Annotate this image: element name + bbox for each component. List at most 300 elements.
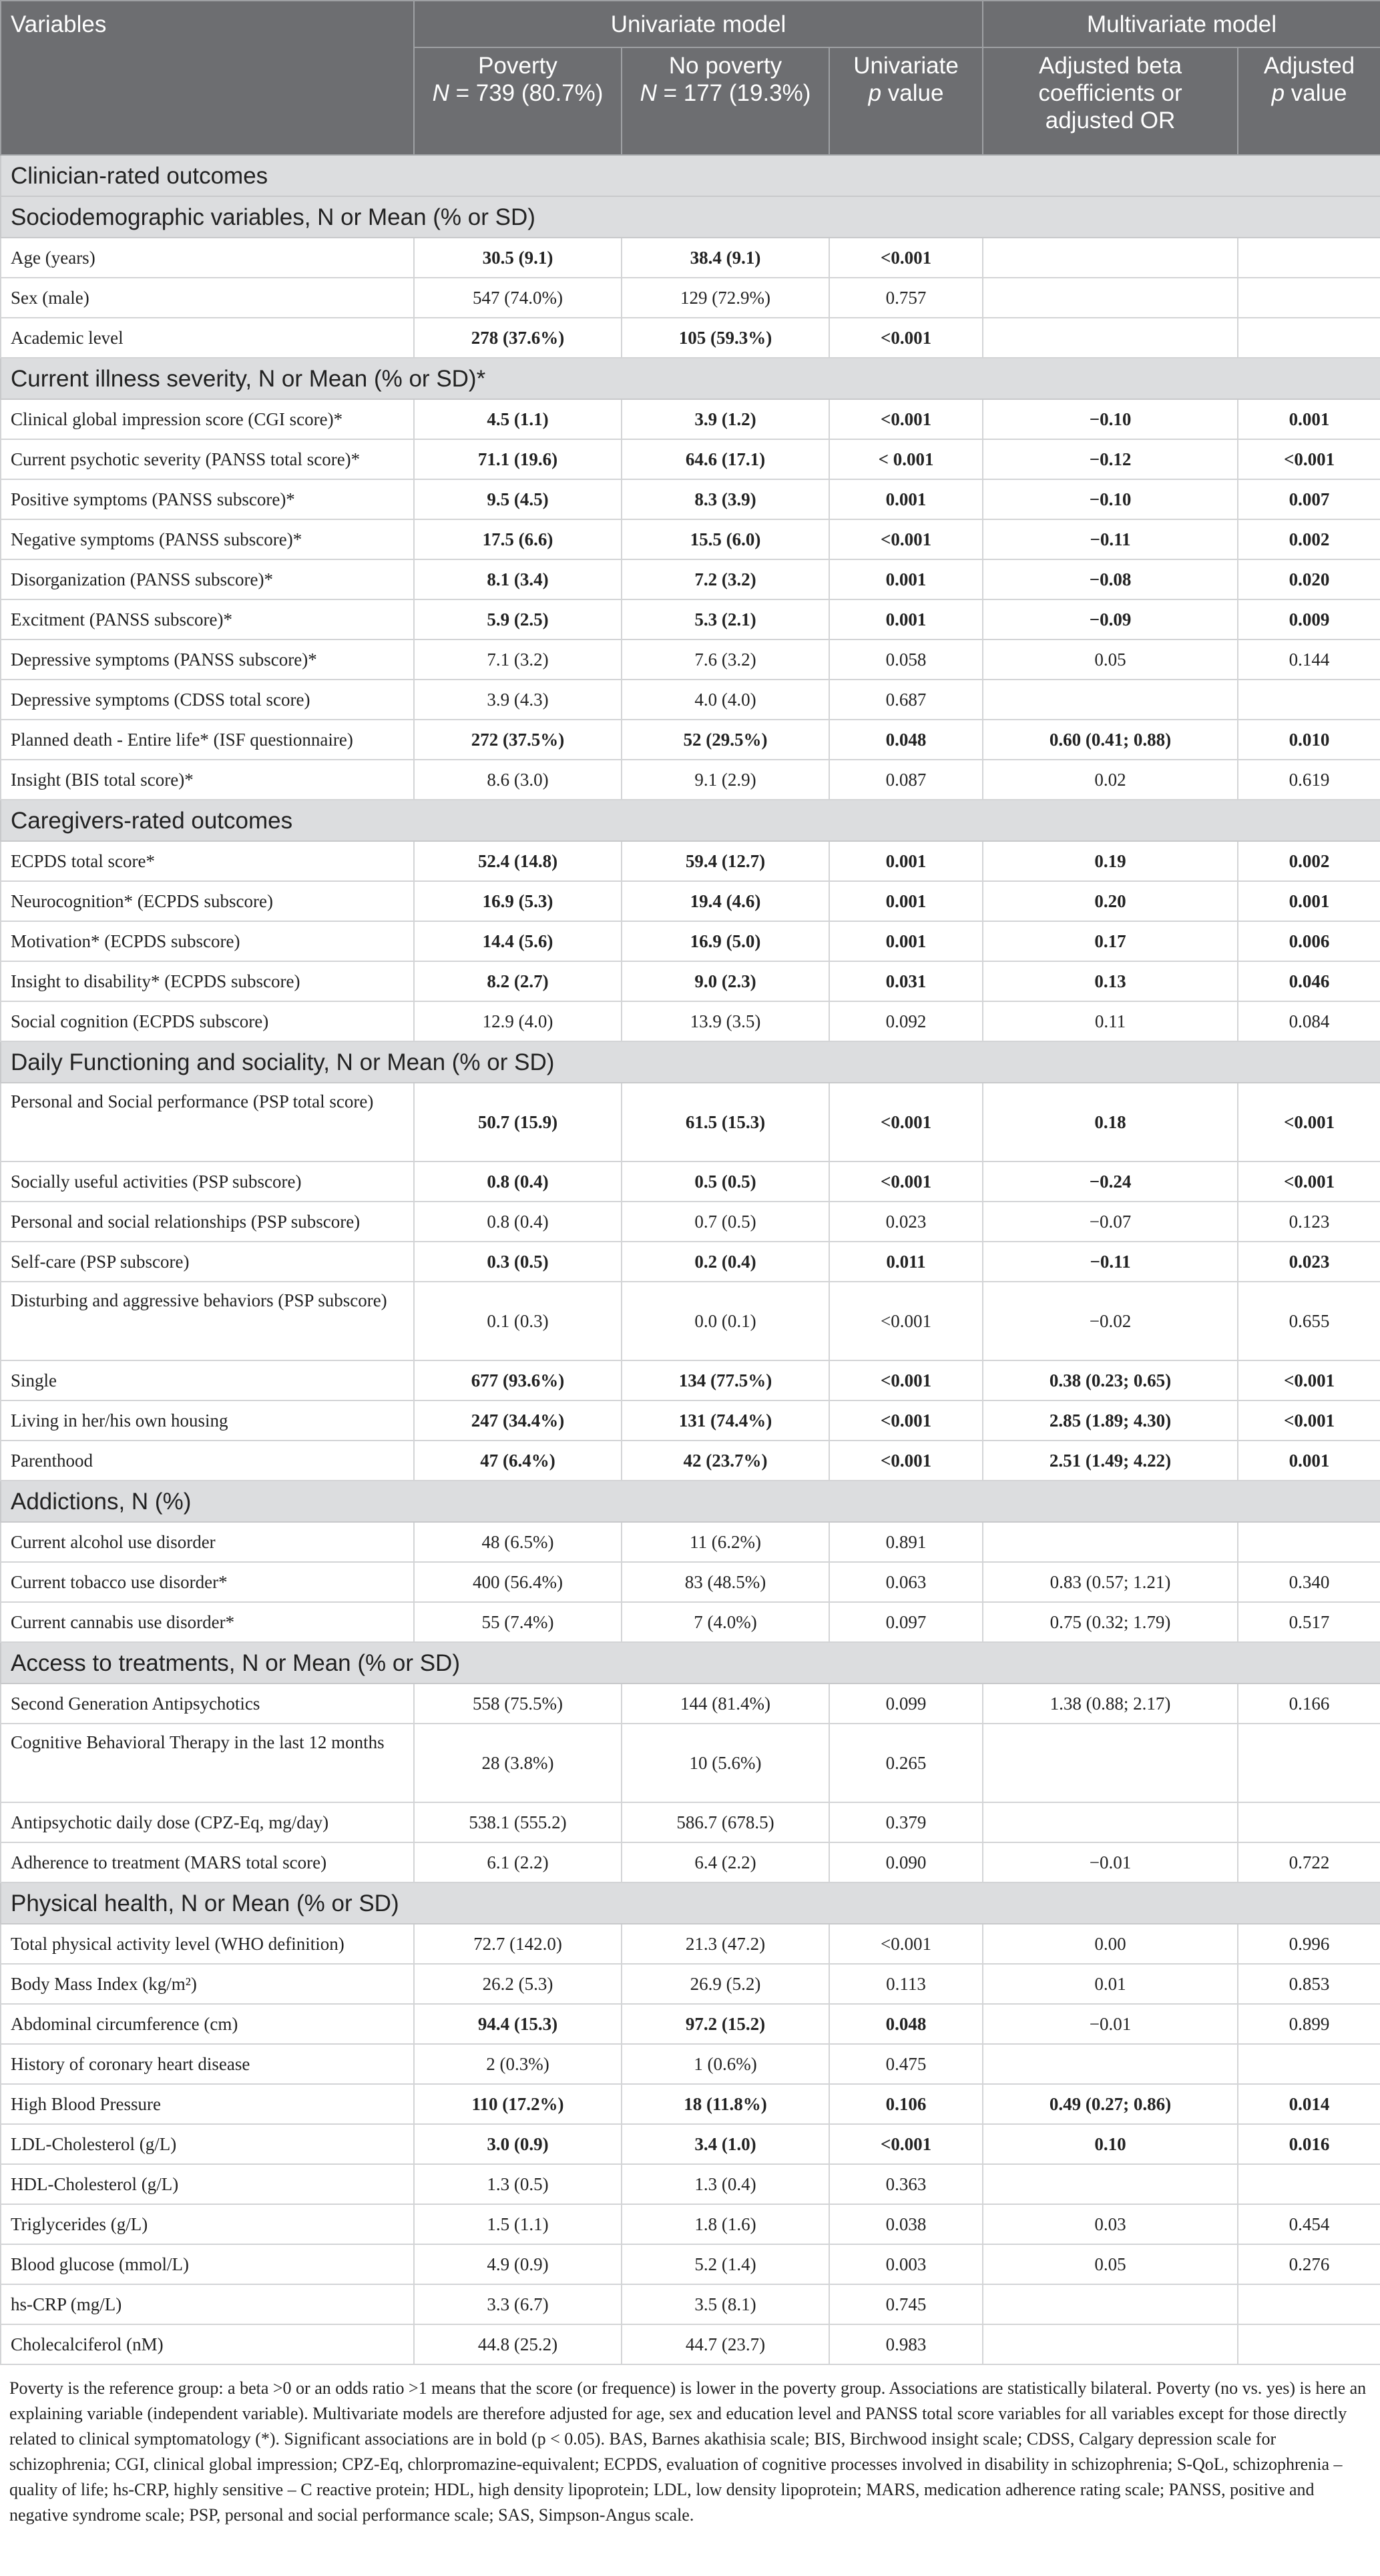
cell-adjusted-beta: 0.60 (0.41; 0.88): [983, 720, 1238, 760]
cell-adjusted-p: 0.002: [1238, 841, 1380, 881]
cell-poverty: 71.1 (19.6): [414, 439, 622, 479]
cell-poverty: 4.5 (1.1): [414, 399, 622, 439]
header-adjusted-p-value: value: [1285, 80, 1347, 106]
cell-variable: Personal and social relationships (PSP subscore): [1, 1202, 414, 1242]
cell-no-poverty: 18 (11.8%): [622, 2084, 829, 2124]
cell-adjusted-p: 0.014: [1238, 2084, 1380, 2124]
cell-variable: Self-care (PSP subscore): [1, 1242, 414, 1282]
table-row: [1, 1083, 1380, 1162]
table-row: [1, 1562, 1380, 1602]
cell-adjusted-p: [1238, 1522, 1380, 1562]
header-univariate-model: Univariate model: [414, 1, 983, 47]
cell-variable: Socially useful activities (PSP subscore): [1, 1162, 414, 1202]
cell-adjusted-p: 0.123: [1238, 1202, 1380, 1242]
cell-no-poverty: 7.6 (3.2): [622, 639, 829, 680]
cell-adjusted-p: 0.046: [1238, 961, 1380, 1001]
cell-no-poverty: 9.1 (2.9): [622, 760, 829, 800]
section-title: Clinician-rated outcomes: [1, 155, 1380, 196]
table-row: [1, 1202, 1380, 1242]
cell-variable: Disorganization (PANSS subscore)*: [1, 559, 414, 599]
table-row: [1, 2164, 1380, 2204]
cell-no-poverty: 5.2 (1.4): [622, 2244, 829, 2284]
cell-adjusted-p: 0.454: [1238, 2204, 1380, 2244]
cell-variable: Total physical activity level (WHO definition): [1, 1924, 414, 1964]
cell-variable: Insight to disability* (ECPDS subscore): [1, 961, 414, 1001]
header-multivariate-model: Multivariate model: [983, 1, 1380, 47]
cell-adjusted-p: 0.020: [1238, 559, 1380, 599]
cell-variable: Depressive symptoms (PANSS subscore)*: [1, 639, 414, 680]
cell-poverty: 278 (37.6%): [414, 318, 622, 358]
cell-adjusted-beta: −0.24: [983, 1162, 1238, 1202]
cell-poverty: 3.3 (6.7): [414, 2284, 622, 2324]
cell-no-poverty: 38.4 (9.1): [622, 238, 829, 278]
cell-variable: Depressive symptoms (CDSS total score): [1, 680, 414, 720]
cell-poverty: 14.4 (5.6): [414, 921, 622, 961]
cell-poverty: 44.8 (25.2): [414, 2324, 622, 2364]
header-adjusted-p: [1238, 47, 1380, 155]
cell-variable: Second Generation Antipsychotics: [1, 1684, 414, 1724]
cell-univariate-p: 0.092: [829, 1001, 983, 1041]
cell-adjusted-beta: 0.75 (0.32; 1.79): [983, 1602, 1238, 1642]
cell-no-poverty: 0.0 (0.1): [622, 1282, 829, 1360]
header-no-poverty-label: No poverty: [668, 53, 782, 79]
cell-no-poverty: 26.9 (5.2): [622, 1964, 829, 2004]
table-body: [1, 155, 1380, 2364]
cell-variable: Age (years): [1, 238, 414, 278]
cell-adjusted-p: <0.001: [1238, 1360, 1380, 1400]
cell-adjusted-beta: [983, 2164, 1238, 2204]
cell-adjusted-beta: −0.10: [983, 399, 1238, 439]
cell-variable: Clinical global impression score (CGI score)*: [1, 399, 414, 439]
cell-adjusted-beta: −0.09: [983, 599, 1238, 639]
table-row: [1, 2124, 1380, 2164]
cell-adjusted-beta: 0.01: [983, 1964, 1238, 2004]
cell-adjusted-beta: [983, 680, 1238, 720]
cell-no-poverty: 586.7 (678.5): [622, 1802, 829, 1842]
section-title: Current illness severity, N or Mean (% or SD)*: [1, 358, 1380, 399]
cell-univariate-p: <0.001: [829, 399, 983, 439]
cell-poverty: 16.9 (5.3): [414, 881, 622, 921]
cell-variable: Negative symptoms (PANSS subscore)*: [1, 519, 414, 559]
cell-poverty: 52.4 (14.8): [414, 841, 622, 881]
section-header-row: [1, 358, 1380, 399]
cell-univariate-p: <0.001: [829, 1083, 983, 1162]
cell-variable: Disturbing and aggressive behaviors (PSP subscore): [1, 1282, 414, 1360]
cell-variable: Abdominal circumference (cm): [1, 2004, 414, 2044]
cell-adjusted-p: 0.001: [1238, 1441, 1380, 1481]
table-row: [1, 1001, 1380, 1041]
cell-adjusted-beta: 0.17: [983, 921, 1238, 961]
cell-poverty: 677 (93.6%): [414, 1360, 622, 1400]
cell-poverty: 538.1 (555.2): [414, 1802, 622, 1842]
table-row: [1, 318, 1380, 358]
cell-no-poverty: 97.2 (15.2): [622, 2004, 829, 2044]
cell-adjusted-beta: 0.03: [983, 2204, 1238, 2244]
cell-adjusted-beta: [983, 1522, 1238, 1562]
cell-no-poverty: 0.5 (0.5): [622, 1162, 829, 1202]
table-row: [1, 639, 1380, 680]
cell-variable: LDL-Cholesterol (g/L): [1, 2124, 414, 2164]
cell-univariate-p: <0.001: [829, 1924, 983, 1964]
cell-poverty: 26.2 (5.3): [414, 1964, 622, 2004]
cell-univariate-p: <0.001: [829, 1441, 983, 1481]
cell-adjusted-p: [1238, 2324, 1380, 2364]
cell-adjusted-p: 0.009: [1238, 599, 1380, 639]
table-row: [1, 1684, 1380, 1724]
cell-adjusted-p: [1238, 2284, 1380, 2324]
table-row: [1, 1441, 1380, 1481]
cell-poverty: 558 (75.5%): [414, 1684, 622, 1724]
cell-adjusted-beta: −0.02: [983, 1282, 1238, 1360]
cell-variable: Blood glucose (mmol/L): [1, 2244, 414, 2284]
cell-poverty: 3.9 (4.3): [414, 680, 622, 720]
table-row: [1, 1842, 1380, 1882]
cell-no-poverty: 1 (0.6%): [622, 2044, 829, 2084]
cell-poverty: 47 (6.4%): [414, 1441, 622, 1481]
cell-univariate-p: 0.003: [829, 2244, 983, 2284]
cell-no-poverty: 5.3 (2.1): [622, 599, 829, 639]
cell-adjusted-beta: −0.11: [983, 519, 1238, 559]
cell-poverty: 400 (56.4%): [414, 1562, 622, 1602]
header-adjusted-p-symbol: p: [1271, 80, 1285, 106]
table-row: [1, 680, 1380, 720]
table-row: [1, 2324, 1380, 2364]
cell-univariate-p: 0.001: [829, 921, 983, 961]
cell-poverty: 0.8 (0.4): [414, 1202, 622, 1242]
cell-adjusted-beta: [983, 2284, 1238, 2324]
cell-poverty: 1.3 (0.5): [414, 2164, 622, 2204]
cell-adjusted-p: 0.619: [1238, 760, 1380, 800]
cell-univariate-p: 0.048: [829, 720, 983, 760]
cell-adjusted-p: 0.023: [1238, 1242, 1380, 1282]
cell-adjusted-p: 0.853: [1238, 1964, 1380, 2004]
cell-univariate-p: 0.891: [829, 1522, 983, 1562]
table-row: [1, 1360, 1380, 1400]
cell-no-poverty: 3.5 (8.1): [622, 2284, 829, 2324]
cell-adjusted-p: <0.001: [1238, 1400, 1380, 1441]
cell-univariate-p: <0.001: [829, 1400, 983, 1441]
cell-no-poverty: 61.5 (15.3): [622, 1083, 829, 1162]
header-no-poverty: [622, 47, 829, 155]
table-row: [1, 720, 1380, 760]
cell-univariate-p: 0.090: [829, 1842, 983, 1882]
cell-adjusted-beta: −0.01: [983, 1842, 1238, 1882]
cell-univariate-p: 0.001: [829, 479, 983, 519]
table-row: [1, 1724, 1380, 1802]
cell-adjusted-p: [1238, 2044, 1380, 2084]
cell-adjusted-beta: [983, 238, 1238, 278]
cell-poverty: 94.4 (15.3): [414, 2004, 622, 2044]
cell-variable: History of coronary heart disease: [1, 2044, 414, 2084]
section-title: Caregivers-rated outcomes: [1, 800, 1380, 841]
table-row: [1, 2204, 1380, 2244]
cell-adjusted-p: 0.002: [1238, 519, 1380, 559]
cell-adjusted-p: <0.001: [1238, 439, 1380, 479]
cell-no-poverty: 8.3 (3.9): [622, 479, 829, 519]
cell-no-poverty: 4.0 (4.0): [622, 680, 829, 720]
table-row: [1, 760, 1380, 800]
cell-variable: Current alcohol use disorder: [1, 1522, 414, 1562]
cell-adjusted-p: 0.166: [1238, 1684, 1380, 1724]
cell-variable: Planned death - Entire life* (ISF questionnaire): [1, 720, 414, 760]
cell-variable: HDL-Cholesterol (g/L): [1, 2164, 414, 2204]
cell-adjusted-p: <0.001: [1238, 1083, 1380, 1162]
cell-adjusted-p: [1238, 278, 1380, 318]
cell-adjusted-p: 0.001: [1238, 881, 1380, 921]
header-univariate-p-symbol: p: [868, 80, 882, 106]
cell-adjusted-beta: 0.18: [983, 1083, 1238, 1162]
table-row: [1, 1162, 1380, 1202]
cell-poverty: 9.5 (4.5): [414, 479, 622, 519]
cell-adjusted-p: [1238, 1802, 1380, 1842]
cell-no-poverty: 83 (48.5%): [622, 1562, 829, 1602]
cell-adjusted-beta: [983, 2324, 1238, 2364]
table-row: [1, 1924, 1380, 1964]
table-row: [1, 559, 1380, 599]
cell-univariate-p: 0.048: [829, 2004, 983, 2044]
cell-variable: Cholecalciferol (nM): [1, 2324, 414, 2364]
table-row: [1, 238, 1380, 278]
cell-poverty: 247 (34.4%): [414, 1400, 622, 1441]
cell-poverty: 2 (0.3%): [414, 2044, 622, 2084]
table-row: [1, 1964, 1380, 2004]
section-title: Addictions, N (%): [1, 1481, 1380, 1522]
cell-poverty: 8.1 (3.4): [414, 559, 622, 599]
cell-variable: Body Mass Index (kg/m²): [1, 1964, 414, 2004]
section-header-row: [1, 1041, 1380, 1083]
table-row: [1, 1242, 1380, 1282]
cell-no-poverty: 0.2 (0.4): [622, 1242, 829, 1282]
cell-adjusted-p: 0.006: [1238, 921, 1380, 961]
cell-no-poverty: 42 (23.7%): [622, 1441, 829, 1481]
cell-univariate-p: 0.038: [829, 2204, 983, 2244]
cell-adjusted-beta: 0.11: [983, 1001, 1238, 1041]
cell-no-poverty: 7.2 (3.2): [622, 559, 829, 599]
cell-univariate-p: <0.001: [829, 1360, 983, 1400]
cell-univariate-p: <0.001: [829, 318, 983, 358]
table-row: [1, 278, 1380, 318]
cell-adjusted-p: <0.001: [1238, 1162, 1380, 1202]
cell-variable: Current tobacco use disorder*: [1, 1562, 414, 1602]
cell-univariate-p: 0.983: [829, 2324, 983, 2364]
section-header-row: [1, 800, 1380, 841]
cell-no-poverty: 3.4 (1.0): [622, 2124, 829, 2164]
cell-poverty: 28 (3.8%): [414, 1724, 622, 1802]
cell-adjusted-beta: [983, 1802, 1238, 1842]
cell-adjusted-beta: 0.19: [983, 841, 1238, 881]
cell-poverty: 12.9 (4.0): [414, 1001, 622, 1041]
cell-variable: Cognitive Behavioral Therapy in the last 12 months: [1, 1724, 414, 1802]
cell-poverty: 8.2 (2.7): [414, 961, 622, 1001]
cell-variable: Sex (male): [1, 278, 414, 318]
cell-poverty: 0.3 (0.5): [414, 1242, 622, 1282]
cell-adjusted-p: 0.276: [1238, 2244, 1380, 2284]
table-row: [1, 961, 1380, 1001]
cell-no-poverty: 59.4 (12.7): [622, 841, 829, 881]
cell-adjusted-beta: [983, 278, 1238, 318]
section-header-row: [1, 1481, 1380, 1522]
header-univariate-p: [829, 47, 983, 155]
cell-variable: Insight (BIS total score)*: [1, 760, 414, 800]
cell-variable: High Blood Pressure: [1, 2084, 414, 2124]
cell-univariate-p: 0.106: [829, 2084, 983, 2124]
cell-variable: ECPDS total score*: [1, 841, 414, 881]
cell-univariate-p: 0.757: [829, 278, 983, 318]
section-header-row: [1, 155, 1380, 196]
cell-variable: Parenthood: [1, 1441, 414, 1481]
cell-adjusted-p: 0.899: [1238, 2004, 1380, 2044]
cell-poverty: 272 (37.5%): [414, 720, 622, 760]
cell-variable: Adherence to treatment (MARS total score): [1, 1842, 414, 1882]
cell-adjusted-beta: 0.05: [983, 2244, 1238, 2284]
table-footnote: Poverty is the reference group: a beta >0 or an odds ratio >1 means that the score (or frequence) is lower in the poverty group. Associations are statistically bilateral. Poverty (no vs. yes) is here an explaining variable (independent variable). Multivariate models are therefore adjusted for age, sex and education level and PANSS total score variables for all variables except for those directly related to clinical symptomatology (*). Significant associations are in bold (p < 0.05). BAS, Barnes akathisia scale; BIS, Birchwood insight scale; CDSS, Calgary depression scale for schizophrenia; CGI, clinical global impression; CPZ-Eq, chlorpromazine-equivalent; ECPDS, evaluation of cognitive processes involved in disability in schizophrenia; S-QoL, schizophrenia – quality of life; hs-CRP, highly sensitive – C reactive protein; HDL, high density lipoprotein; LDL, low density lipoprotein; MARS, medication adherence rating scale; PANSS, positive and negative syndrome scale; PSP, personal and social performance scale; SAS, Simpson-Angus scale.: [9, 2378, 1367, 2525]
cell-adjusted-p: 0.007: [1238, 479, 1380, 519]
cell-adjusted-p: 0.340: [1238, 1562, 1380, 1602]
cell-variable: Single: [1, 1360, 414, 1400]
cell-no-poverty: 0.7 (0.5): [622, 1202, 829, 1242]
cell-poverty: 7.1 (3.2): [414, 639, 622, 680]
cell-poverty: 0.8 (0.4): [414, 1162, 622, 1202]
table-row: [1, 1282, 1380, 1360]
cell-univariate-p: 0.687: [829, 680, 983, 720]
table-row: [1, 599, 1380, 639]
table-row: [1, 881, 1380, 921]
cell-no-poverty: 7 (4.0%): [622, 1602, 829, 1642]
cell-poverty: 17.5 (6.6): [414, 519, 622, 559]
cell-no-poverty: 134 (77.5%): [622, 1360, 829, 1400]
cell-poverty: 1.5 (1.1): [414, 2204, 622, 2244]
cell-adjusted-p: 0.655: [1238, 1282, 1380, 1360]
table-row: [1, 2084, 1380, 2124]
cell-no-poverty: 6.4 (2.2): [622, 1842, 829, 1882]
cell-variable: Triglycerides (g/L): [1, 2204, 414, 2244]
cell-variable: Personal and Social performance (PSP total score): [1, 1083, 414, 1162]
cell-variable: Motivation* (ECPDS subscore): [1, 921, 414, 961]
cell-univariate-p: 0.058: [829, 639, 983, 680]
table-row: [1, 1522, 1380, 1562]
cell-univariate-p: <0.001: [829, 238, 983, 278]
header-no-poverty-n: N: [640, 80, 657, 106]
cell-univariate-p: 0.031: [829, 961, 983, 1001]
header-poverty-label: Poverty: [478, 53, 557, 79]
cell-univariate-p: 0.001: [829, 599, 983, 639]
table-row: [1, 1400, 1380, 1441]
section-header-row: [1, 1642, 1380, 1684]
cell-no-poverty: 1.3 (0.4): [622, 2164, 829, 2204]
cell-univariate-p: <0.001: [829, 1162, 983, 1202]
header-poverty-n: N: [432, 80, 449, 106]
section-title: Daily Functioning and sociality, N or Mean (% or SD): [1, 1041, 1380, 1083]
cell-univariate-p: < 0.001: [829, 439, 983, 479]
cell-adjusted-beta: 0.10: [983, 2124, 1238, 2164]
table-row: [1, 2284, 1380, 2324]
cell-univariate-p: 0.113: [829, 1964, 983, 2004]
cell-no-poverty: 144 (81.4%): [622, 1684, 829, 1724]
cell-poverty: 5.9 (2.5): [414, 599, 622, 639]
cell-univariate-p: 0.001: [829, 841, 983, 881]
cell-variable: hs-CRP (mg/L): [1, 2284, 414, 2324]
cell-adjusted-beta: 2.85 (1.89; 4.30): [983, 1400, 1238, 1441]
table-row: [1, 519, 1380, 559]
cell-variable: Positive symptoms (PANSS subscore)*: [1, 479, 414, 519]
cell-poverty: 8.6 (3.0): [414, 760, 622, 800]
cell-adjusted-beta: 0.38 (0.23; 0.65): [983, 1360, 1238, 1400]
cell-poverty: 3.0 (0.9): [414, 2124, 622, 2164]
cell-no-poverty: 15.5 (6.0): [622, 519, 829, 559]
cell-no-poverty: 13.9 (3.5): [622, 1001, 829, 1041]
section-title: Sociodemographic variables, N or Mean (% or SD): [1, 196, 1380, 238]
cell-poverty: 55 (7.4%): [414, 1602, 622, 1642]
cell-univariate-p: 0.001: [829, 559, 983, 599]
cell-no-poverty: 10 (5.6%): [622, 1724, 829, 1802]
header-poverty-count: = 739 (80.7%): [449, 80, 604, 106]
cell-poverty: 0.1 (0.3): [414, 1282, 622, 1360]
header-no-poverty-count: = 177 (19.3%): [656, 80, 811, 106]
cell-variable: Social cognition (ECPDS subscore): [1, 1001, 414, 1041]
cell-univariate-p: 0.011: [829, 1242, 983, 1282]
cell-adjusted-beta: 2.51 (1.49; 4.22): [983, 1441, 1238, 1481]
cell-adjusted-beta: [983, 2044, 1238, 2084]
cell-poverty: 48 (6.5%): [414, 1522, 622, 1562]
cell-adjusted-beta: −0.12: [983, 439, 1238, 479]
cell-adjusted-p: [1238, 2164, 1380, 2204]
cell-no-poverty: 52 (29.5%): [622, 720, 829, 760]
cell-adjusted-p: 0.001: [1238, 399, 1380, 439]
header-adjusted-beta: Adjusted beta coefficients or adjusted OR: [983, 47, 1238, 155]
table-row: [1, 1602, 1380, 1642]
cell-adjusted-p: 0.517: [1238, 1602, 1380, 1642]
cell-adjusted-beta: 0.02: [983, 760, 1238, 800]
cell-adjusted-beta: −0.01: [983, 2004, 1238, 2044]
cell-adjusted-beta: [983, 318, 1238, 358]
cell-variable: Current psychotic severity (PANSS total score)*: [1, 439, 414, 479]
cell-no-poverty: 11 (6.2%): [622, 1522, 829, 1562]
cell-adjusted-beta: 1.38 (0.88; 2.17): [983, 1684, 1238, 1724]
table-row: [1, 439, 1380, 479]
cell-poverty: 4.9 (0.9): [414, 2244, 622, 2284]
cell-adjusted-p: 0.722: [1238, 1842, 1380, 1882]
cell-no-poverty: 9.0 (2.3): [622, 961, 829, 1001]
cell-adjusted-beta: 0.05: [983, 639, 1238, 680]
cell-adjusted-p: 0.996: [1238, 1924, 1380, 1964]
cell-adjusted-beta: −0.07: [983, 1202, 1238, 1242]
cell-no-poverty: 44.7 (23.7): [622, 2324, 829, 2364]
cell-adjusted-p: 0.144: [1238, 639, 1380, 680]
cell-univariate-p: <0.001: [829, 2124, 983, 2164]
table-row: [1, 479, 1380, 519]
cell-variable: Excitment (PANSS subscore)*: [1, 599, 414, 639]
table-row: [1, 1802, 1380, 1842]
cell-no-poverty: 105 (59.3%): [622, 318, 829, 358]
cell-adjusted-beta: 0.13: [983, 961, 1238, 1001]
cell-univariate-p: 0.363: [829, 2164, 983, 2204]
cell-univariate-p: 0.265: [829, 1724, 983, 1802]
cell-univariate-p: 0.087: [829, 760, 983, 800]
cell-no-poverty: 16.9 (5.0): [622, 921, 829, 961]
cell-adjusted-p: 0.010: [1238, 720, 1380, 760]
cell-univariate-p: <0.001: [829, 519, 983, 559]
cell-poverty: 72.7 (142.0): [414, 1924, 622, 1964]
cell-adjusted-p: 0.016: [1238, 2124, 1380, 2164]
cell-univariate-p: 0.745: [829, 2284, 983, 2324]
section-header-row: [1, 1882, 1380, 1924]
cell-adjusted-p: [1238, 680, 1380, 720]
cell-univariate-p: 0.001: [829, 881, 983, 921]
cell-poverty: 6.1 (2.2): [414, 1842, 622, 1882]
cell-no-poverty: 131 (74.4%): [622, 1400, 829, 1441]
cell-adjusted-p: [1238, 238, 1380, 278]
cell-no-poverty: 64.6 (17.1): [622, 439, 829, 479]
